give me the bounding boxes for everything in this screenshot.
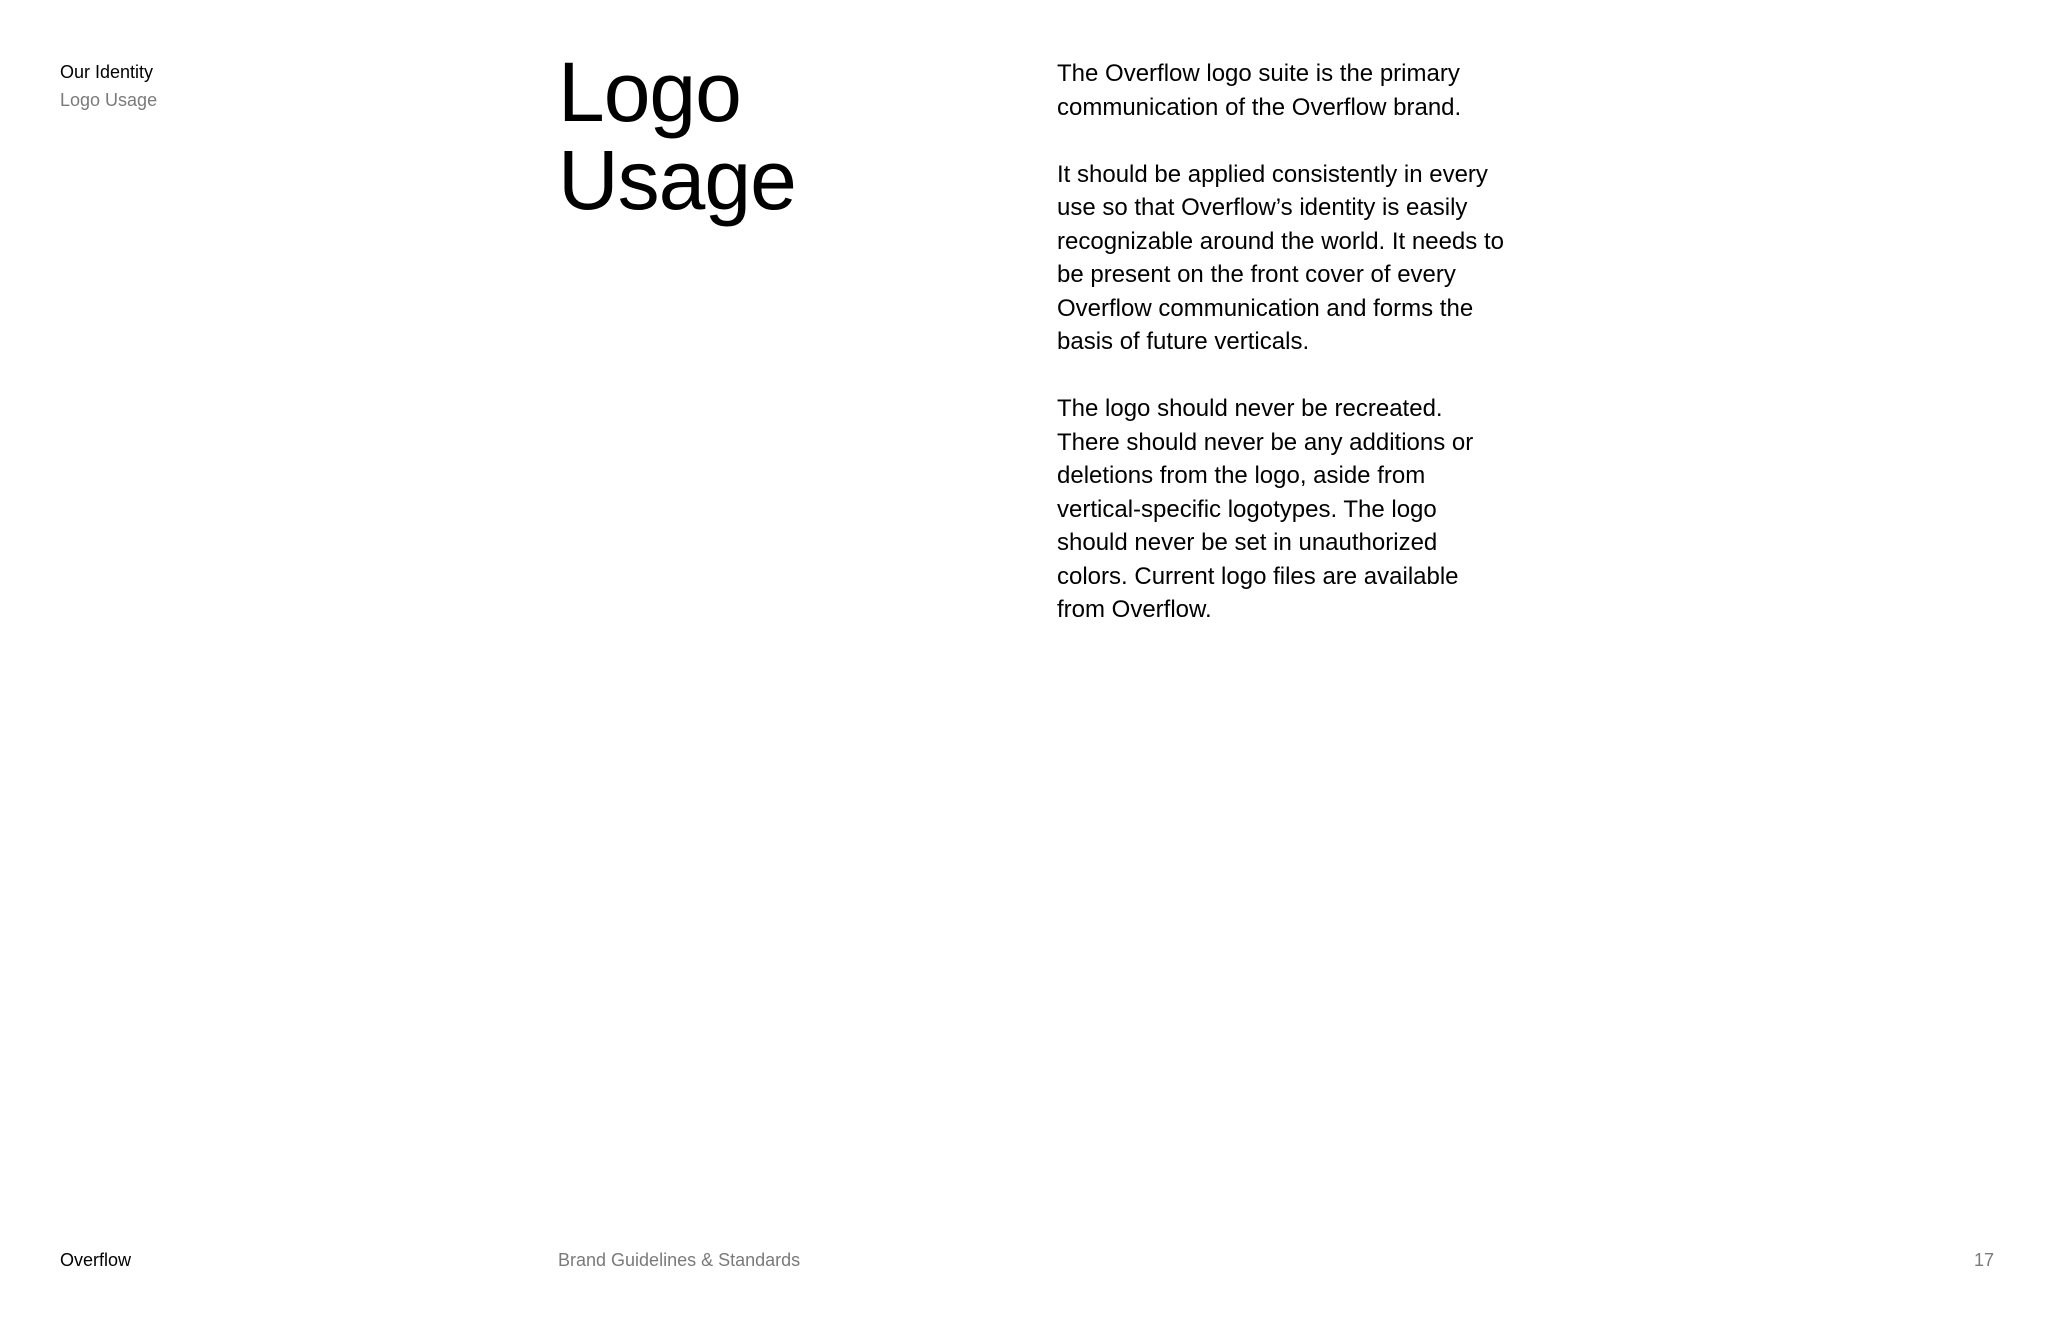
- body-copy: [1057, 57, 1505, 660]
- page-title-line-1: Logo: [558, 45, 741, 139]
- breadcrumb-section[interactable]: Our Identity: [60, 62, 154, 82]
- body-paragraph-2: It should be applied consistently in every use so that Overflow’s identity is easily recognizable around the world. It needs to be present on the front cover of every Overflow communication and forms the basis of future verticals.: [1057, 160, 1504, 355]
- page-title: [558, 45, 958, 227]
- body-paragraph-1: The Overflow logo suite is the primary communication of the Overflow brand.: [1057, 60, 1462, 121]
- footer-brand: Overflow: [60, 1250, 132, 1270]
- footer-document-title: Brand Guidelines & Standards: [558, 1250, 801, 1270]
- breadcrumb-current-page[interactable]: Logo Usage: [60, 90, 158, 110]
- page-footer: [0, 1248, 2048, 1278]
- footer-page-number: 17: [1973, 1250, 1994, 1270]
- page-title-line-2: Usage: [558, 133, 796, 227]
- breadcrumb: [60, 58, 360, 114]
- body-paragraph-3: The logo should never be recreated. There should never be any additions or deletions from the logo, aside from vertical-specific logotypes. The logo should never be set in unauthorized colors. Current logo files are available from Overflow.: [1057, 395, 1474, 623]
